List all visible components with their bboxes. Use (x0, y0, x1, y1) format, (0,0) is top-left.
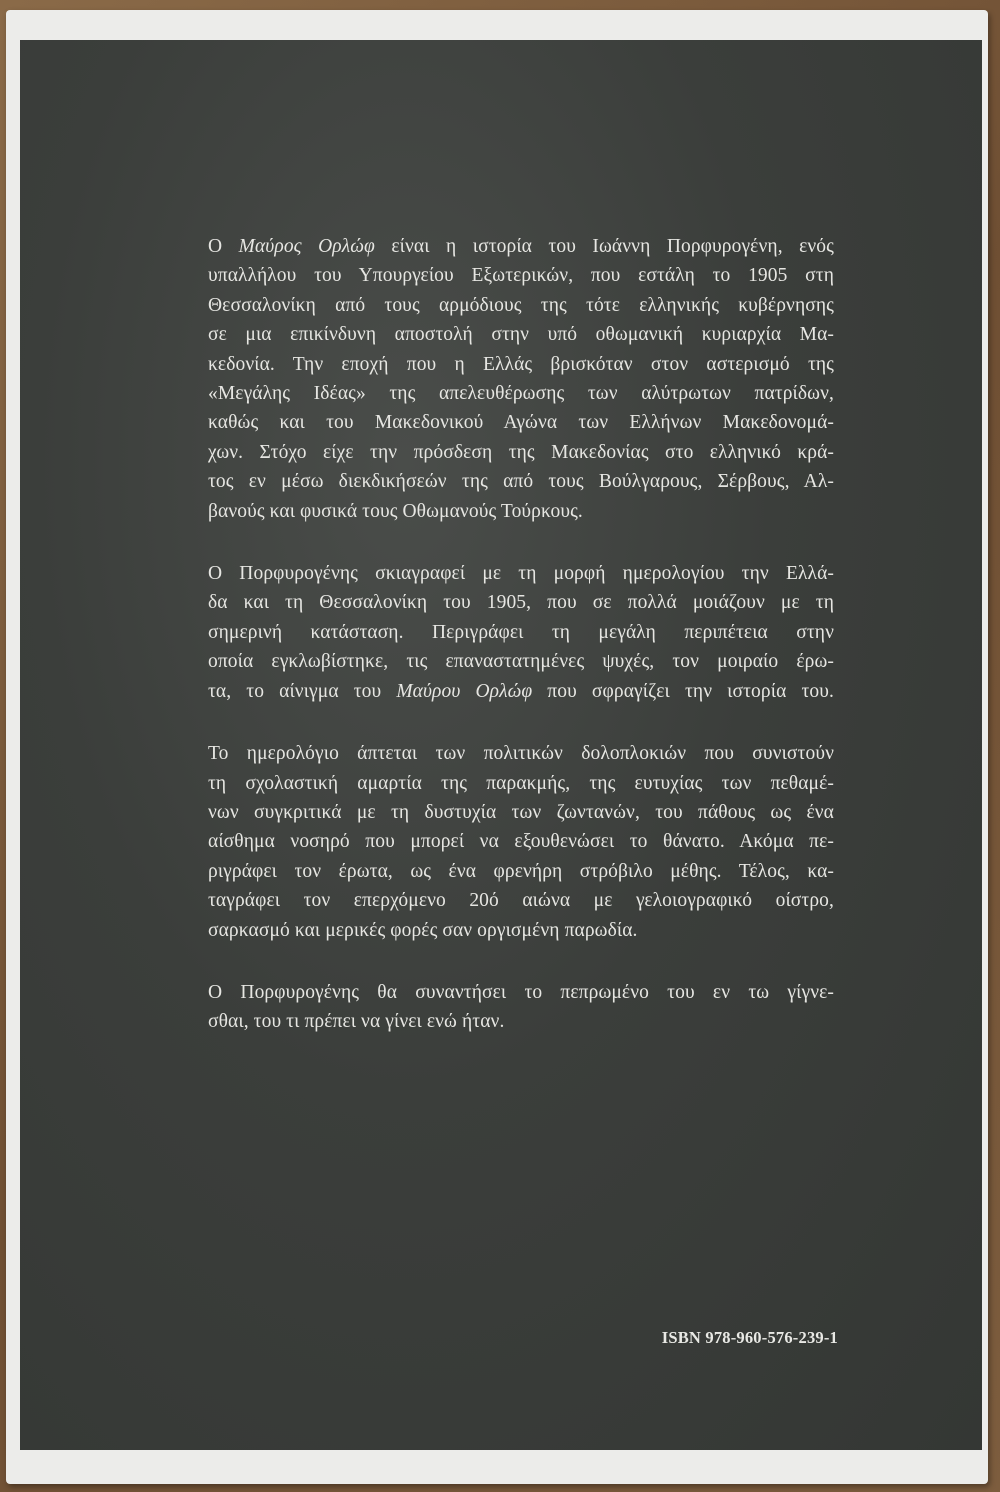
text-line: βανούς και φυσικά τους Οθωμανούς Τούρκους. (208, 500, 583, 522)
text-line: κεδονία. Την εποχή που η Ελλάς βρισκόταν στον αστερισμό της (208, 353, 834, 375)
text-line: καθώς και του Μακεδονικού Αγώνα των Ελλήνων Μακεδονομά- (208, 412, 834, 434)
text-line: ταγράφει τον επερχόμενο 20ό αιώνα με γελοιογραφικό οίστρο, (208, 890, 834, 912)
text-line: Ο Πορφυρογένης θα συναντήσει το πεπρωμένο του εν τω γίγνε- (208, 981, 834, 1003)
text-line: οποία εγκλωβίστηκε, τις επαναστατημένες ψυχές, τον μοιραίο έρω- (208, 651, 834, 673)
text-line: ριγράφει τον έρωτα, ως ένα φρενήρη στρόβιλο μέθης. Τέλος, κα- (208, 860, 834, 882)
text-line: τη σχολαστική αμαρτία της παρακμής, της ευτυχίας των πεθαμέ- (208, 772, 834, 794)
text-line: Ο Μαύρος Ορλώφ είναι η ιστορία του Ιωάννη Πορφυρογένη, ενός (208, 236, 834, 257)
blurb-paragraph-1 (208, 232, 834, 526)
text-line: Θεσσαλονίκη από τους αρμόδιους της τότε ελληνικής κυβέρνησης (208, 294, 834, 316)
text-line: δα και τη Θεσσαλονίκη του 1905, που σε πολλά μοιάζουν με τη (208, 592, 834, 614)
blurb-paragraph-2 (208, 559, 834, 706)
text-line: Το ημερολόγιο άπτεται των πολιτικών δολοπλοκιών που συνιστούν (208, 743, 834, 765)
blurb-paragraph-3 (208, 739, 834, 945)
text-line: υπαλλήλου του Υπουργείου Εξωτερικών, που εστάλη το 1905 στη (208, 265, 834, 287)
text-line: σε μια επικίνδυνη αποστολή στην υπό οθωμανική κυριαρχία Μα- (208, 324, 834, 346)
text-line: χων. Στόχο είχε την πρόσδεση της Μακεδονίας στο ελληνικό κρά- (208, 441, 834, 463)
text-line: Ο Πορφυρογένης σκιαγραφεί με τη μορφή ημερολογίου την Ελλά- (208, 563, 834, 585)
text-line: αίσθημα νοσηρό που μπορεί να εξουθενώσει το θάνατο. Ακόμα πε- (208, 831, 834, 853)
book-title-italic: Μαύρος Ορλώφ (238, 236, 375, 257)
isbn-label: ISBN 978-960-576-239-1 (661, 1328, 838, 1347)
blurb-text (208, 232, 834, 1070)
text-line: σαρκασμό και μερικές φορές σαν οργισμένη παρωδία. (208, 919, 638, 941)
text-line: τος εν μέσω διεκδικήσεών της από τους Βούλγαρους, Σέρβους, Αλ- (208, 471, 834, 493)
text-line: τα, το αίνιγμα του Μαύρου Ορλώφ που σφραγίζει την ιστορία του. (208, 680, 834, 702)
text-line: «Μεγάλης Ιδέας» της απελευθέρωσης των αλύτρωτων πατρίδων, (208, 383, 834, 405)
blurb-paragraph-4 (208, 978, 834, 1037)
book-title-italic: Μαύρου Ορλώφ (396, 680, 533, 702)
text-line: σημερινή κατάσταση. Περιγράφει τη μεγάλη περιπέτεια στην (208, 621, 834, 643)
text-line: σθαι, του τι πρέπει να γίνει ενώ ήταν. (208, 1011, 505, 1033)
text-line: νων συγκριτικά με τη δυστυχία των ζωντανών, του πάθους ως ένα (208, 801, 834, 823)
